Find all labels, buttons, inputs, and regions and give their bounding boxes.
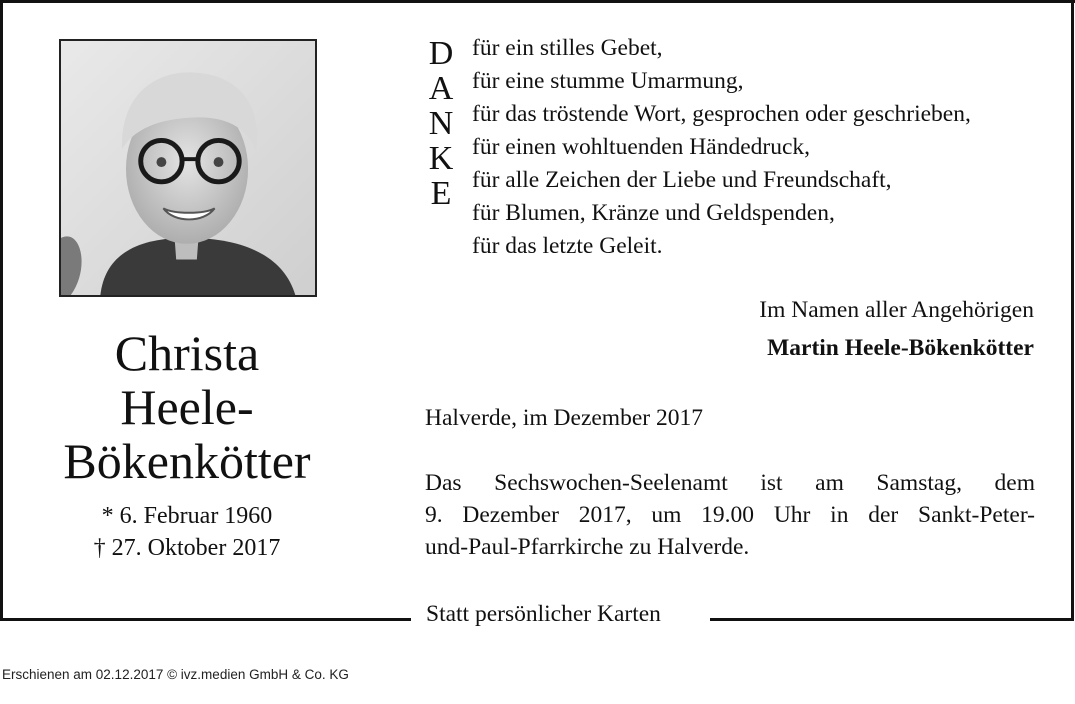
place-date: Halverde, im Dezember 2017 <box>425 405 703 431</box>
thanks-line: für alle Zeichen der Liebe und Freundschaft, <box>472 167 892 193</box>
publication-footer: Erschienen am 02.12.2017 © ivz.medien GmbH & Co. KG <box>2 667 349 682</box>
signature-block <box>600 293 1034 365</box>
life-dates <box>20 500 354 564</box>
frame-right-border <box>1071 0 1074 621</box>
danke-letter: A <box>428 70 454 107</box>
thanks-line: für das letzte Geleit. <box>472 233 663 259</box>
frame-top-border <box>0 0 1075 3</box>
danke-letter: D <box>428 35 454 72</box>
danke-letter: E <box>430 175 452 212</box>
signature-intro: Im Namen aller Angehörigen <box>759 297 1034 323</box>
closing-note: Statt persönlicher Karten <box>426 601 661 627</box>
danke-letter: K <box>428 140 454 177</box>
notice-line: und-Paul-Pfarrkirche zu Halverde. <box>425 534 750 560</box>
danke-acrostic <box>424 36 458 211</box>
portrait-photo <box>59 39 317 297</box>
frame-bottom-border-left <box>0 618 411 621</box>
name-line-first: Christa <box>114 325 260 381</box>
deceased-name <box>20 326 354 488</box>
thanks-line: für ein stilles Gebet, <box>472 35 663 61</box>
service-notice <box>425 467 1035 563</box>
notice-line: 9. Dezember 2017, um 19.00 Uhr in der Sankt-Peter- <box>425 502 1035 528</box>
thanks-line: für einen wohltuenden Händedruck, <box>472 134 811 160</box>
thanks-line: für das tröstende Wort, gesprochen oder geschrieben, <box>472 101 971 127</box>
thanks-line: für Blumen, Kränze und Geldspenden, <box>472 200 835 226</box>
thanks-line: für eine stumme Umarmung, <box>472 68 744 94</box>
signature-name: Martin Heele-Bökenkötter <box>767 335 1034 361</box>
frame-left-border <box>0 0 3 621</box>
notice-line: Das Sechswochen-Seelenamt ist am Samstag, dem <box>425 470 1035 496</box>
frame-bottom-border-right <box>710 618 1074 621</box>
name-line-second: Heele- <box>120 379 254 435</box>
danke-letter: N <box>428 105 454 142</box>
thanks-list <box>472 32 1052 263</box>
name-line-third: Bökenkötter <box>63 433 311 489</box>
death-date: † 27. Oktober 2017 <box>93 535 281 561</box>
birth-date: * 6. Februar 1960 <box>101 503 273 529</box>
